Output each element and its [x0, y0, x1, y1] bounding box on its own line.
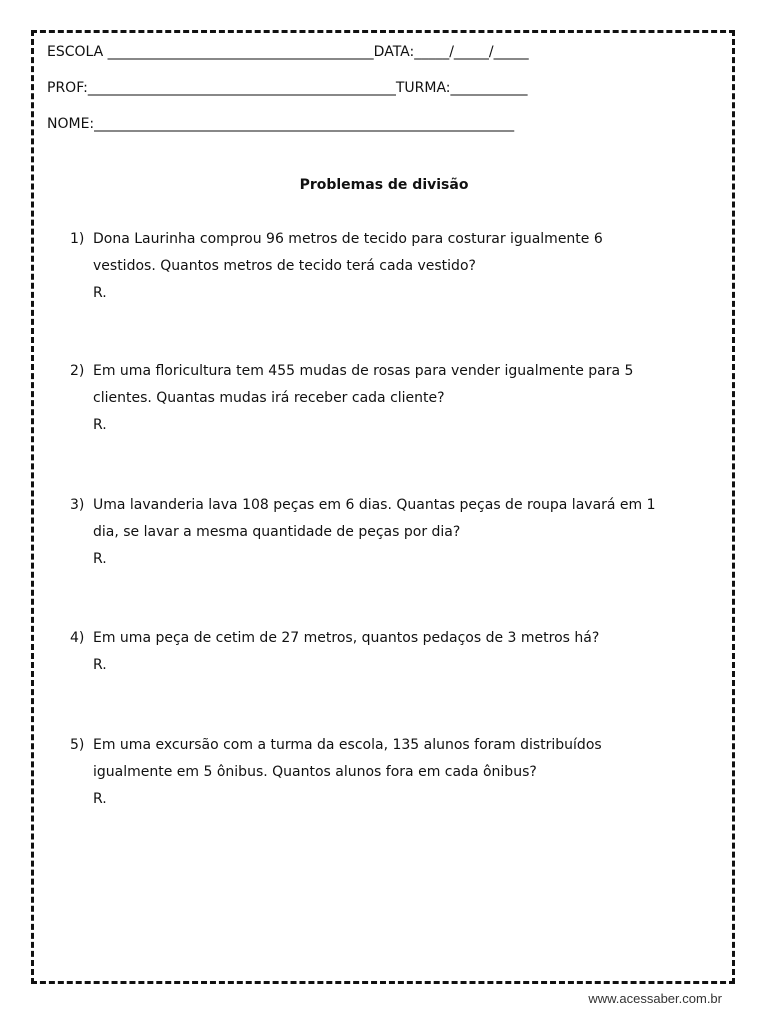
question-number: 1) [70, 231, 85, 247]
question-1 [70, 226, 730, 307]
header-name-line: NOME:____________________________________________________________ [47, 116, 515, 132]
question-number: 4) [70, 630, 85, 646]
question-number: 2) [70, 363, 85, 379]
question-text: Em uma floricultura tem 455 mudas de rosas para vender igualmente para 5 [93, 363, 634, 379]
question-text: dia, se lavar a mesma quantidade de peças por dia? [93, 524, 461, 540]
answer-label: R. [93, 417, 107, 433]
header-teacher-class-line: PROF:____________________________________________TURMA:___________ [47, 80, 528, 96]
question-2 [70, 358, 730, 439]
answer-label: R. [93, 551, 107, 567]
page-title: Problemas de divisão [299, 177, 469, 193]
footer-website-link[interactable]: www.acessaber.com.br [588, 991, 722, 1006]
question-3 [70, 492, 730, 573]
answer-label: R. [93, 657, 107, 673]
question-text: Em uma excursão com a turma da escola, 135 alunos foram distribuídos [93, 737, 602, 753]
answer-label: R. [93, 791, 107, 807]
question-text: Em uma peça de cetim de 27 metros, quantos pedaços de 3 metros há? [93, 630, 600, 646]
question-text: vestidos. Quantos metros de tecido terá cada vestido? [93, 258, 476, 274]
question-4 [70, 625, 730, 679]
question-text: Dona Laurinha comprou 96 metros de tecido para costurar igualmente 6 [93, 231, 603, 247]
question-number: 3) [70, 497, 85, 513]
question-text: clientes. Quantas mudas irá receber cada cliente? [93, 390, 445, 406]
question-number: 5) [70, 737, 85, 753]
question-5 [70, 732, 730, 813]
question-text: Uma lavanderia lava 108 peças em 6 dias. Quantas peças de roupa lavará em 1 [93, 497, 656, 513]
header-school-date-line: ESCOLA ______________________________________DATA:_____/_____/_____ [47, 44, 529, 60]
answer-label: R. [93, 285, 107, 301]
question-text: igualmente em 5 ônibus. Quantos alunos fora em cada ônibus? [93, 764, 537, 780]
